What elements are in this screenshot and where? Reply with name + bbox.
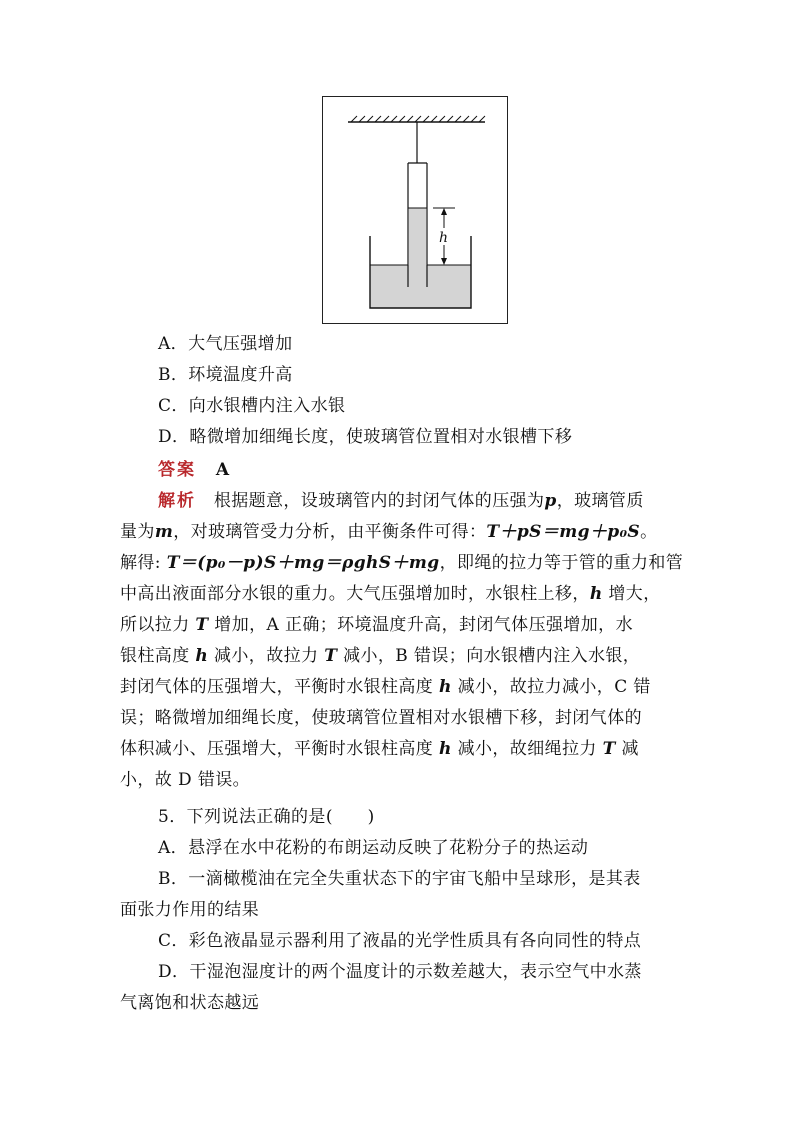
- analysis-line-10: 小，故 D 错误。: [120, 770, 251, 790]
- q5-option-c: C．彩色液晶显示器利用了液晶的光学性质具有各向同性的特点: [158, 931, 642, 951]
- apparatus-figure: [322, 96, 508, 324]
- option-a: A．大气压强增加: [158, 334, 293, 354]
- trough-mercury: [370, 265, 471, 308]
- analysis-line-4: 中高出液面部分水银的重力。大气压强增加时，水银柱上移，h 增大，: [120, 584, 661, 604]
- q5-option-d-line-2: 气离饱和状态越远: [120, 993, 260, 1013]
- analysis-line-2: 量为m，对玻璃管受力分析，由平衡条件可得：T＋pS＝mg＋p₀S。: [120, 522, 658, 542]
- option-c: C．向水银槽内注入水银: [158, 396, 346, 416]
- option-d: D．略微增加细绳长度，使玻璃管位置相对水银槽下移: [158, 427, 573, 447]
- q5-option-a: A．悬浮在水中花粉的布朗运动反映了花粉分子的热运动: [158, 838, 589, 858]
- analysis-line-5: 所以拉力 T 增加，A 正确；环境温度升高，封闭气体压强增加，水: [120, 615, 633, 635]
- analysis-line-9: 体积减小、压强增大，平衡时水银柱高度 h 减小，故细绳拉力 T 减: [120, 739, 639, 759]
- analysis-line-3: 解得: T＝(p₀－p)S＋mg＝ρghS＋mg，即绳的拉力等于管的重力和管: [120, 553, 684, 573]
- analysis-line-6: 银柱高度 h 减小，故拉力 T 减小，B 错误；向水银槽内注入水银，: [120, 646, 641, 666]
- analysis-line-7: 封闭气体的压强增大，平衡时水银柱高度 h 减小，故拉力减小，C 错: [120, 677, 651, 697]
- q5-option-b-line-2: 面张力作用的结果: [120, 900, 260, 920]
- answer-label: 答案: [158, 460, 196, 480]
- answer-value: A: [215, 460, 230, 480]
- ceiling-hatching: [351, 116, 485, 122]
- option-b: B．环境温度升高: [158, 365, 293, 385]
- q5-stem: 5．下列说法正确的是( ): [158, 807, 375, 827]
- q5-option-b-line-1: B．一滴橄榄油在完全失重状态下的宇宙飞船中呈球形，是其表: [158, 869, 641, 889]
- apparatus-diagram: [323, 97, 509, 325]
- h-label: h: [439, 230, 449, 246]
- answer-line: [158, 459, 680, 481]
- analysis-line-8: 误；略微增加细绳长度，使玻璃管位置相对水银槽下移，封闭气体的: [120, 708, 642, 728]
- analysis-line-1: 解析 根据题意，设玻璃管内的封闭气体的压强为p，玻璃管质: [158, 491, 644, 511]
- analysis-label: 解析: [158, 491, 196, 511]
- tube-mercury-column: [409, 208, 426, 265]
- q5-option-d-line-1: D．干湿泡湿度计的两个温度计的示数差越大，表示空气中水蒸: [158, 962, 642, 982]
